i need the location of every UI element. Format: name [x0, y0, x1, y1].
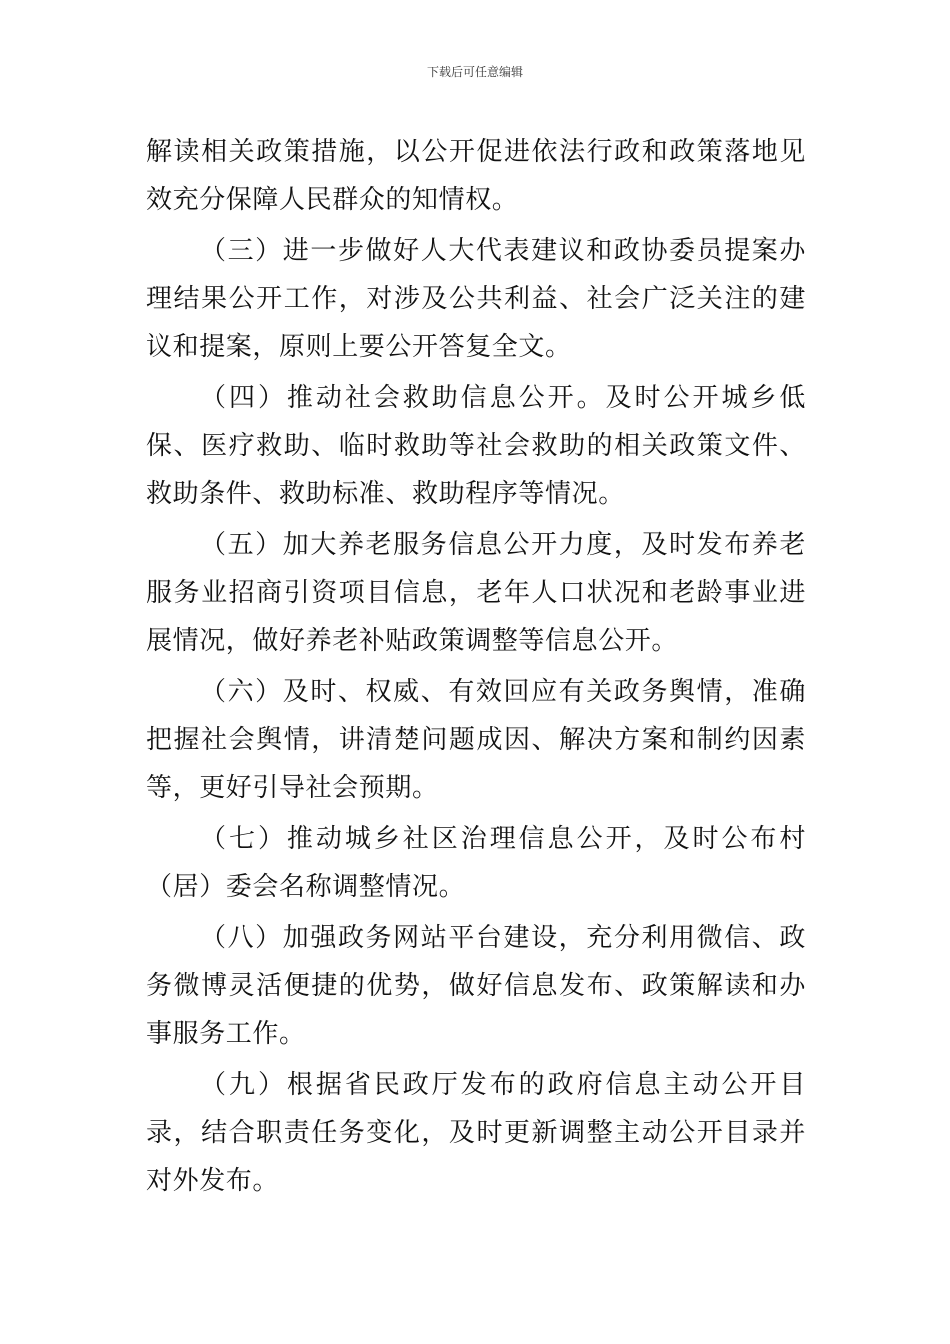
paragraph-item-6: （六）及时、权威、有效回应有关政务舆情，准确把握社会舆情，讲清楚问题成因、解决方案和制约因素等，更好引导社会预期。	[146, 677, 806, 803]
paragraph-item-5: （五）加大养老服务信息公开力度，及时发布养老服务业招商引资项目信息，老年人口状况和老龄事业进展情况，做好养老补贴政策调整等信息公开。	[146, 530, 806, 656]
paragraph-item-7: （七）推动城乡社区治理信息公开，及时公布村（居）委会名称调整情况。	[146, 824, 806, 902]
paragraph-continuation: 解读相关政策措施，以公开促进依法行政和政策落地见效充分保障人民群众的知情权。	[146, 137, 806, 215]
paragraph-item-9: （九）根据省民政厅发布的政府信息主动公开目录，结合职责任务变化，及时更新调整主动公开目录并对外发布。	[146, 1070, 806, 1196]
page-header-note: 下载后可任意编辑	[426, 65, 523, 79]
paragraph-item-4: （四）推动社会救助信息公开。及时公开城乡低保、医疗救助、临时救助等社会救助的相关政策文件、救助条件、救助标准、救助程序等情况。	[146, 383, 806, 509]
document-body	[146, 128, 806, 1208]
paragraph-item-8: （八）加强政务网站平台建设，充分利用微信、政务微博灵活便捷的优势，做好信息发布、政策解读和办事服务工作。	[146, 923, 806, 1049]
paragraph-item-3: （三）进一步做好人大代表建议和政协委员提案办理结果公开工作，对涉及公共利益、社会广泛关注的建议和提案，原则上要公开答复全文。	[146, 236, 806, 362]
